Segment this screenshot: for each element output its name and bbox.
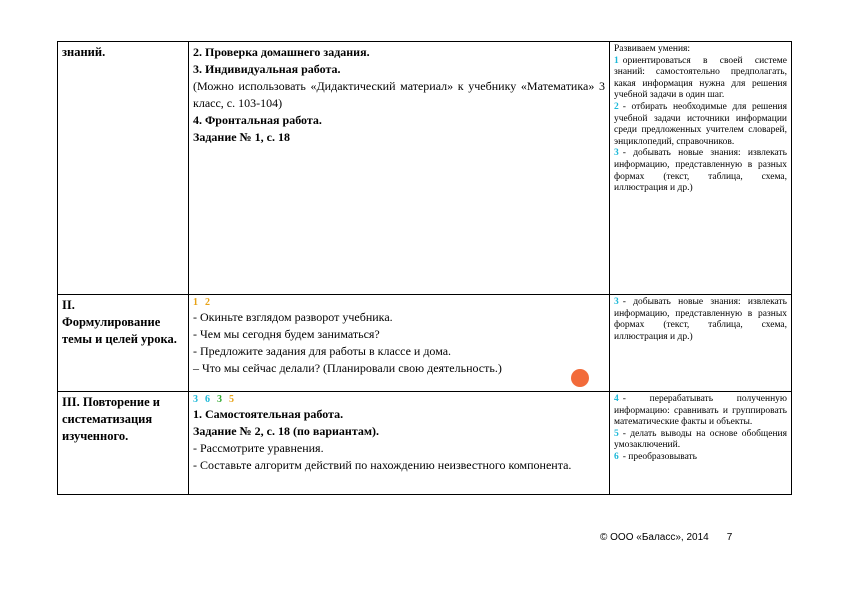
skill-number: 5 bbox=[614, 428, 619, 439]
skill-marker: 3 bbox=[193, 394, 199, 405]
content-line: - Чем мы сегодня будем заниматься? bbox=[193, 327, 380, 341]
skill-text: - преобразовывать bbox=[622, 451, 698, 462]
skill-text: - перерабатывать полученную информацию: сравнивать и группировать математические факты и объекты. bbox=[614, 394, 787, 428]
skill-item bbox=[614, 297, 787, 343]
skill-marker: 5 bbox=[229, 394, 235, 405]
content-line: (Можно использовать «Дидактический материал» к учебнику «Математика» 3 класс, с. 103-104) bbox=[193, 79, 605, 110]
skill-item bbox=[614, 452, 787, 464]
skills-cell bbox=[610, 392, 792, 495]
content-line: Задание № 1, с. 18 bbox=[193, 130, 290, 144]
skill-number: 1 bbox=[614, 55, 619, 66]
content-line: - Составьте алгоритм действий по нахождению неизвестного компонента. bbox=[193, 458, 572, 472]
content-line: 3. Индивидуальная работа. bbox=[193, 62, 341, 76]
copyright-text: © ООО «Баласс», 2014 bbox=[600, 532, 709, 543]
skill-marker: 1 bbox=[193, 297, 199, 308]
stage-cell bbox=[58, 42, 189, 295]
skill-number: 3 bbox=[614, 148, 619, 159]
orange-dot bbox=[571, 369, 589, 387]
table-row bbox=[58, 42, 792, 295]
skill-text: - отбирать необходимые для решения учебной задачи источники информации среди предложенных учителем словарей, энциклопедий, справочников. bbox=[614, 101, 787, 147]
stage-cell bbox=[58, 392, 189, 495]
stage-number: II. bbox=[62, 298, 75, 312]
content-line: - Окиньте взглядом разворот учебника. bbox=[193, 310, 393, 324]
skill-number: 2 bbox=[614, 101, 619, 112]
skill-marker: 6 bbox=[205, 394, 211, 405]
skill-text: ориентироваться в своей системе знаний: самостоятельно предполагать, какая информация нужна для решения учебной задачи в один шаг. bbox=[614, 55, 787, 101]
skill-number: 4 bbox=[614, 394, 619, 404]
stage-text: знаний. bbox=[62, 45, 106, 59]
skill-number: 6 bbox=[614, 451, 619, 462]
content-line: - Рассмотрите уравнения. bbox=[193, 441, 324, 455]
page-number: 7 bbox=[726, 532, 733, 543]
content-line: – Что мы сейчас делали? (Планировали свою деятельность.) bbox=[193, 361, 502, 375]
skill-item bbox=[614, 394, 787, 429]
content-cell bbox=[189, 295, 610, 392]
skill-text: - делать выводы на основе обобщения умозаключений. bbox=[614, 428, 787, 451]
skill-markers bbox=[193, 297, 605, 309]
skill-markers bbox=[193, 394, 605, 406]
skill-marker: 3 bbox=[217, 394, 223, 405]
stage-cell bbox=[58, 295, 189, 392]
skill-marker: 2 bbox=[205, 297, 211, 308]
lesson-plan-table bbox=[57, 41, 792, 495]
skill-item bbox=[614, 102, 787, 148]
stage-text: Формулирование темы и целей урока. bbox=[62, 315, 177, 346]
content-cell bbox=[189, 392, 610, 495]
skill-item bbox=[614, 148, 787, 194]
skills-cell bbox=[610, 295, 792, 392]
skills-heading: Развиваем умения: bbox=[614, 44, 691, 54]
table-row bbox=[58, 295, 792, 392]
skills-cell bbox=[610, 42, 792, 295]
content-line: Задание № 2, с. 18 (по вариантам). bbox=[193, 424, 380, 438]
stage-text: III. Повторение и систематизация изученного. bbox=[62, 395, 160, 443]
content-line: - Предложите задания для работы в классе и дома. bbox=[193, 344, 452, 358]
skill-item bbox=[614, 56, 787, 102]
table-row bbox=[58, 392, 792, 495]
skill-item bbox=[614, 429, 787, 452]
page-footer bbox=[600, 532, 732, 543]
content-cell bbox=[189, 42, 610, 295]
content-line: 4. Фронтальная работа. bbox=[193, 113, 322, 127]
content-line: 1. Самостоятельная работа. bbox=[193, 407, 344, 421]
content-line: 2. Проверка домашнего задания. bbox=[193, 45, 370, 59]
skill-text: - добывать новые знания: извлекать информацию, представленную в разных формах (текст, таблица, схема, иллюстрация и др.) bbox=[614, 297, 787, 342]
skill-number: 3 bbox=[614, 297, 619, 307]
skill-text: - добывать новые знания: извлекать информацию, представленную в разных формах (текст, таблица, схема, иллюстрация и др.) bbox=[614, 148, 787, 194]
